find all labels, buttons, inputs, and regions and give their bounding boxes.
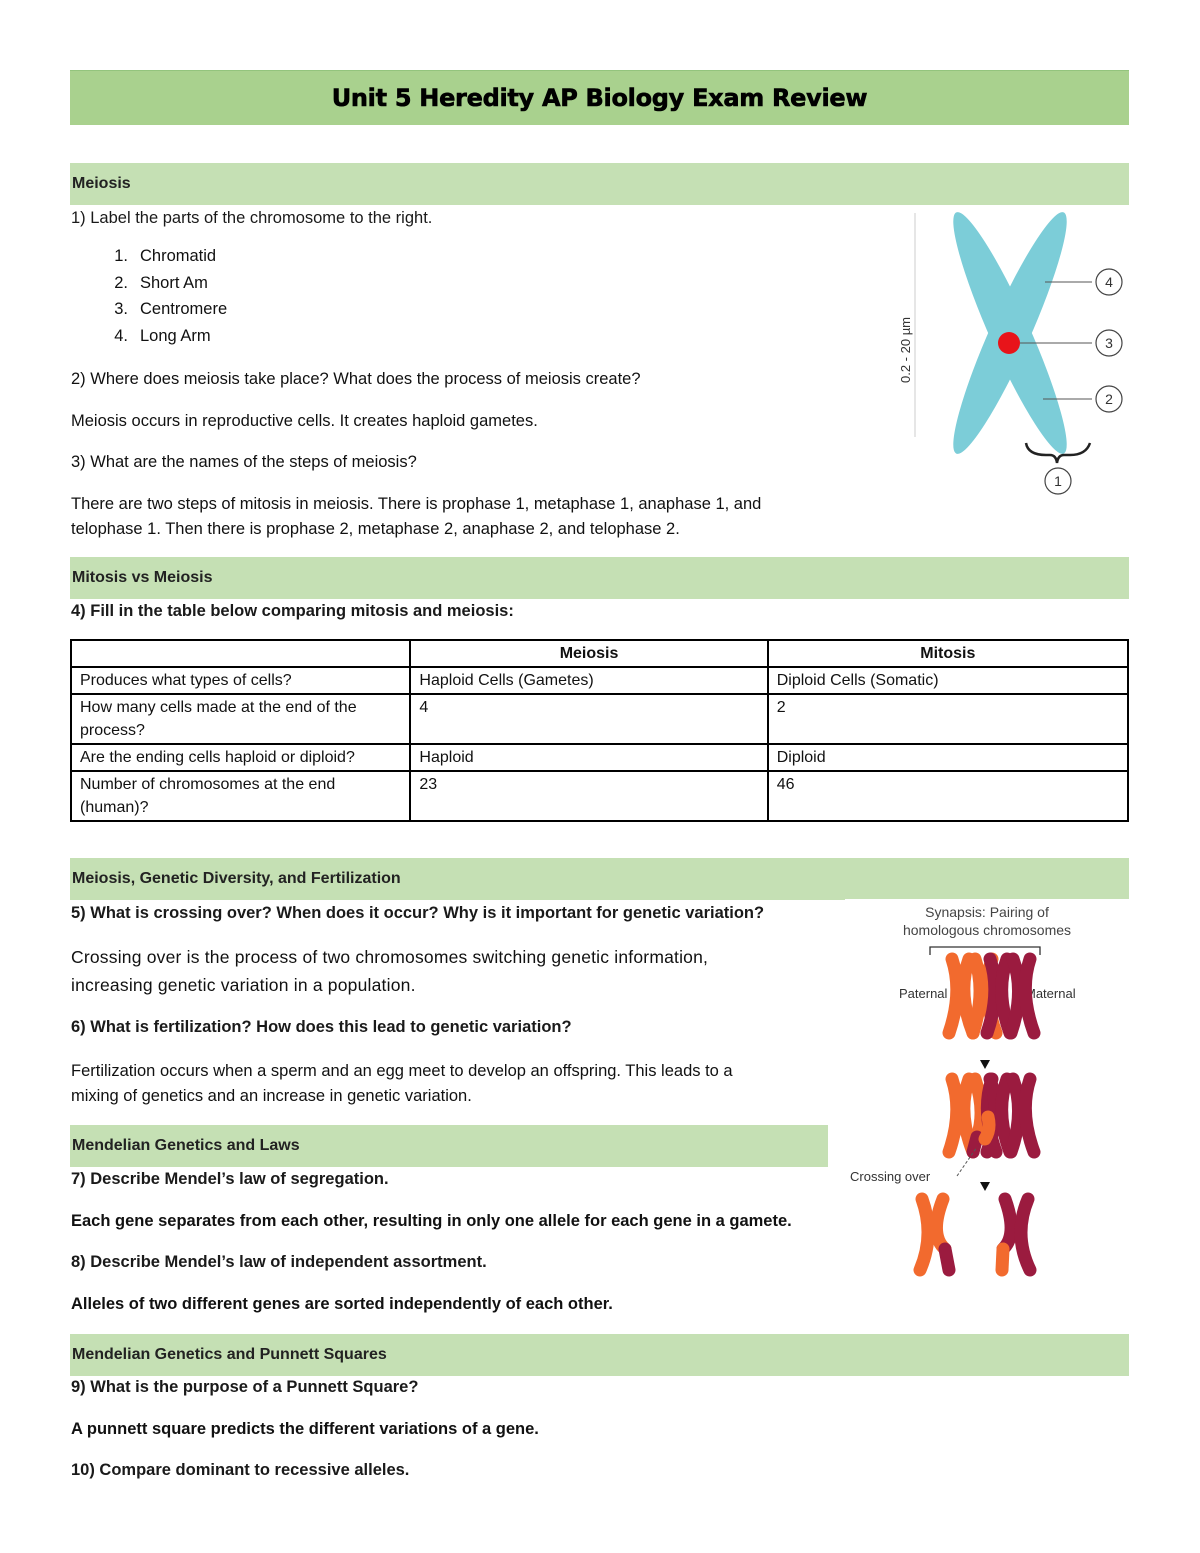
question-10: 10) Compare dominant to recessive alleles. [71, 1461, 410, 1479]
recombinant-chromosomes [920, 1199, 1030, 1270]
question-1: 1) Label the parts of the chromosome to the right. [71, 209, 433, 227]
title-banner [70, 70, 1129, 125]
section-title: Mitosis vs Meiosis [72, 569, 213, 586]
list-item: 3. Centromere [114, 300, 228, 318]
answer-5-line1: Crossing over is the process of two chromosomes switching genetic information, [71, 947, 709, 967]
section-header-mitosis-vs-meiosis [70, 557, 1129, 599]
table-cell: Diploid Cells (Somatic) [768, 667, 1128, 694]
arrow-down-icon [980, 1182, 990, 1191]
question-8: 8) Describe Mendel’s law of independent assortment. [71, 1253, 487, 1271]
answer-3-line1: There are two steps of mitosis in meiosis. There is prophase 1, metaphase 1, anaphase 1, and [71, 495, 762, 513]
table-cell: Number of chromosomes at the end (human)? [71, 771, 410, 821]
answer-6-line1: Fertilization occurs when a sperm and an egg meet to develop an offspring. This leads to a [71, 1062, 733, 1080]
synapsis-pair [949, 1079, 1034, 1152]
table-cell: 2 [768, 694, 1128, 744]
question-4: 4) Fill in the table below comparing mitosis and meiosis: [71, 602, 514, 620]
section-title: Mendelian Genetics and Punnett Squares [72, 1346, 387, 1363]
centromere [998, 332, 1020, 354]
callout-1: 1 [1054, 473, 1062, 489]
maternal-chromosome-pair [987, 959, 1034, 1033]
table-cell: 4 [410, 694, 767, 744]
arrow-down-icon [980, 1060, 990, 1069]
table-row [71, 771, 1128, 821]
table-header-row [71, 640, 1128, 667]
callout-4: 4 [1105, 274, 1113, 290]
answer-7: Each gene separates from each other, resulting in only one allele for each gene in a gamete. [71, 1212, 792, 1230]
scale-label: 0.2 - 20 µm [898, 316, 913, 384]
answer-2: Meiosis occurs in reproductive cells. It creates haploid gametes. [71, 412, 538, 430]
crossing-over-label: Crossing over [850, 1169, 931, 1184]
section-header-genetic-diversity [70, 858, 1129, 900]
synapsis-title-line2: homologous chromosomes [902, 922, 1072, 938]
table-cell: Diploid [768, 744, 1128, 771]
table-row [71, 667, 1128, 694]
answer-8: Alleles of two different genes are sorted independently of each other. [71, 1295, 613, 1313]
question-9: 9) What is the purpose of a Punnett Square? [71, 1378, 419, 1396]
table-cell: 23 [410, 771, 767, 821]
paternal-label: Paternal [899, 986, 948, 1001]
comparison-table [70, 639, 1129, 822]
callout-2: 2 [1105, 391, 1113, 407]
table-header-cell: Meiosis [410, 640, 767, 667]
table-header-cell [71, 640, 410, 667]
table-row [71, 694, 1128, 744]
synapsis-diagram [845, 897, 1129, 1287]
table-cell: Are the ending cells haploid or diploid? [71, 744, 410, 771]
question-6: 6) What is fertilization? How does this lead to genetic variation? [71, 1018, 572, 1036]
section-header-punnett [70, 1334, 1129, 1376]
maternal-label: Maternal [1025, 986, 1076, 1001]
list-item: 1. Chromatid [114, 247, 217, 265]
question-3: 3) What are the names of the steps of meiosis? [71, 453, 417, 471]
question-2: 2) Where does meiosis take place? What does the process of meiosis create? [71, 370, 641, 388]
table-cell: 46 [768, 771, 1128, 821]
table-row [71, 744, 1128, 771]
answer-3-line2: telophase 1. Then there is prophase 2, metaphase 2, anaphase 2, and telophase 2. [71, 520, 680, 538]
section-title: Meiosis [72, 175, 131, 192]
list-item: 4. Long Arm [114, 326, 211, 345]
answer-6-line2: mixing of genetics and an increase in genetic variation. [71, 1087, 472, 1105]
synapsis-title-line1: Synapsis: Pairing of [925, 904, 1049, 920]
section-title: Mendelian Genetics and Laws [72, 1137, 300, 1154]
section-header-meiosis [70, 163, 1129, 205]
table-header-cell: Mitosis [768, 640, 1128, 667]
callout-3: 3 [1105, 335, 1113, 351]
question-7: 7) Describe Mendel’s law of segregation. [71, 1170, 389, 1188]
section-title: Meiosis, Genetic Diversity, and Fertilization [72, 870, 401, 887]
table-cell: How many cells made at the end of the process? [71, 694, 410, 744]
section-header-mendelian-laws [70, 1125, 828, 1167]
answer-5-line2: increasing genetic variation in a population. [71, 975, 416, 995]
table-cell: Haploid [410, 744, 767, 771]
page-title: Unit 5 Heredity AP Biology Exam Review [331, 84, 868, 112]
table-cell: Produces what types of cells? [71, 667, 410, 694]
chromosome-parts-list [70, 247, 227, 353]
answer-9: A punnett square predicts the different variations of a gene. [71, 1420, 539, 1438]
chromosome-diagram [880, 205, 1130, 500]
table-cell: Haploid Cells (Gametes) [410, 667, 767, 694]
question-5: 5) What is crossing over? When does it occur? Why is it important for genetic variation? [71, 904, 765, 922]
list-item: 2. Short Am [114, 273, 208, 292]
